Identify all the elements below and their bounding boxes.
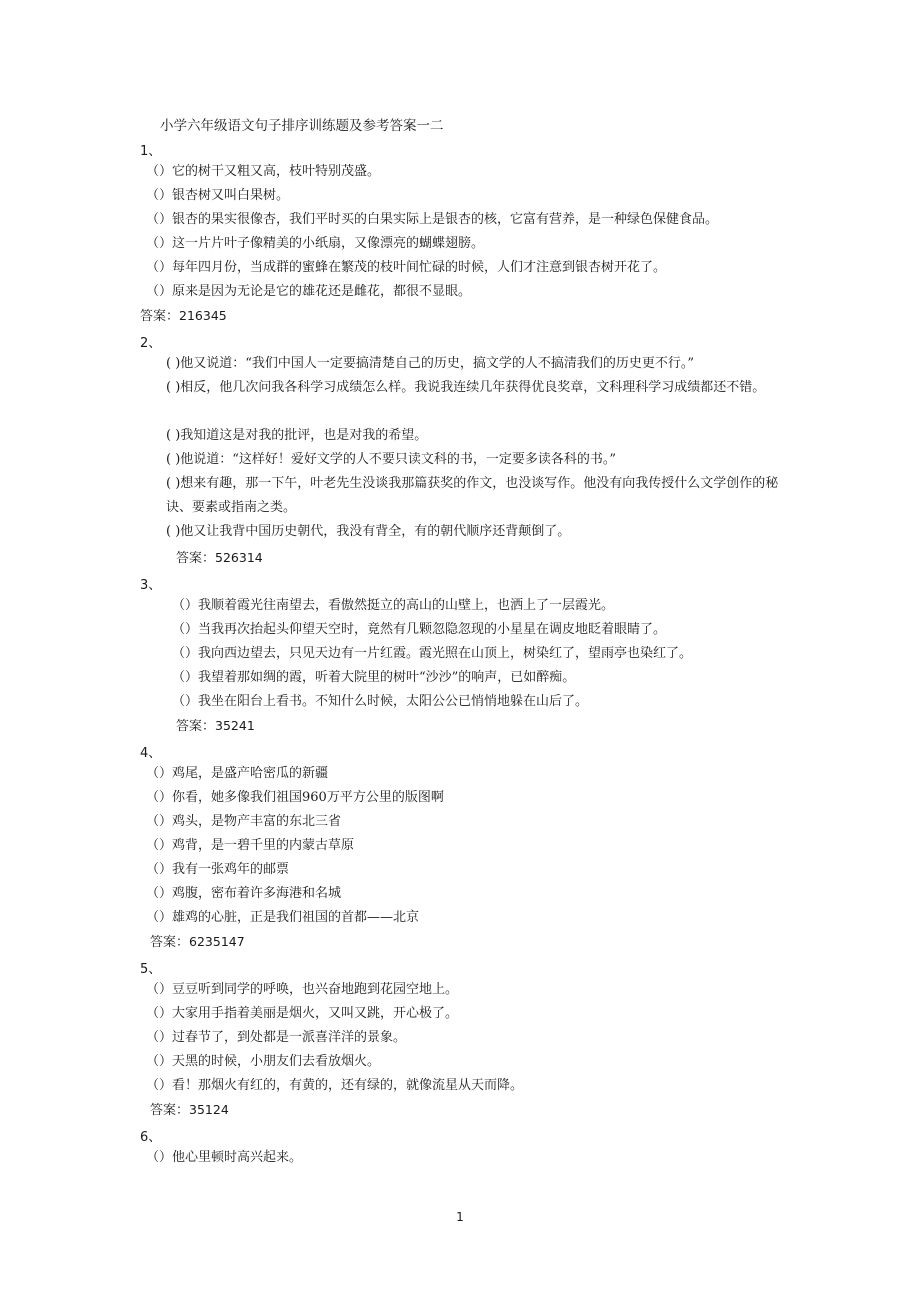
q5-item: （）豆豆听到同学的呼唤，也兴奋地跑到花园空地上。 [146,982,459,997]
question-3-number: 3、 [140,578,162,593]
question-1-number: 1、 [140,144,162,159]
q2-item: ( )相反，他几次问我各科学习成绩怎么样。我说我连续几年获得优良奖章，文科理科学习成绩都还不错。 [166,380,766,395]
q4-item: （）鸡背，是一碧千里的内蒙古草原 [146,838,355,853]
q5-item: （）过春节了，到处都是一派喜洋洋的景象。 [146,1030,407,1045]
q2-answer [176,546,263,571]
answer-value: 35241 [215,718,255,733]
q1-item: （）每年四月份，当成群的蜜蜂在繁茂的枝叶间忙碌的时候，人们才注意到银杏树开花了。 [146,260,667,275]
q4-item: （）我有一张鸡年的邮票 [146,862,290,877]
answer-value: 216345 [179,308,227,323]
q3-item: （）我顺着霞光往南望去，看傲然挺立的高山的山壁上，也洒上了一层霞光。 [172,598,615,613]
q3-item: （）当我再次抬起头仰望天空时，竟然有几颗忽隐忽现的小星星在调皮地眨着眼睛了。 [172,622,667,637]
q4-answer [150,930,245,955]
q6-item: （）他心里顿时高兴起来。 [146,1150,303,1165]
q5-item: （）看！那烟火有红的，有黄的，还有绿的，就像流星从天而降。 [146,1078,524,1093]
q2-item: ( )他又说道：“我们中国人一定要搞清楚自己的历史，搞文学的人不搞清我们的历史更不行。” [166,356,695,371]
q5-answer [150,1098,229,1123]
answer-value: 526314 [215,550,263,565]
answer-label: 答案： [150,935,190,950]
q4-item: （）鸡腹，密布着许多海港和名城 [146,886,342,901]
document-title: 小学六年级语文句子排序训练题及参考答案一二 [160,118,444,134]
q3-item: （）我向西边望去，只见天边有一片红霞。霞光照在山顶上，树染红了，望雨亭也染红了。 [172,646,693,661]
q3-answer [176,714,255,739]
q1-item: （）这一片片叶子像精美的小纸扇，又像漂亮的蝴蝶翅膀。 [146,236,485,251]
q4-item: （）你看，她多像我们祖国960万平方公里的版图啊 [146,790,444,805]
q1-answer [140,304,227,329]
question-2-number: 2、 [140,336,162,351]
q1-item: （）银杏的果实很像杏，我们平时买的白果实际上是银杏的核，它富有营养，是一种绿色保健食品。 [146,212,719,227]
answer-label: 答案： [176,551,216,566]
question-4-number: 4、 [140,746,162,761]
q2-item: ( )他说道：“这样好！爱好文学的人不要只读文科的书，一定要多读各科的书。” [166,452,617,467]
q3-item: （）我坐在阳台上看书。不知什么时候，太阳公公已悄悄地躲在山后了。 [172,694,589,709]
answer-label: 答案： [176,719,216,734]
q4-item: （）鸡头，是物产丰富的东北三省 [146,814,342,829]
q5-item: （）天黑的时候，小朋友们去看放烟火。 [146,1054,381,1069]
answer-value: 35124 [189,1102,229,1117]
q4-item: （）雄鸡的心脏，正是我们祖国的首都——北京 [146,910,420,925]
question-5-number: 5、 [140,962,162,977]
q5-item: （）大家用手指着美丽是烟火，又叫又跳，开心极了。 [146,1006,459,1021]
q2-item: ( )他又让我背中国历史朝代，我没有背全，有的朝代顺序还背颠倒了。 [166,524,571,539]
page-number: 1 [456,1210,464,1224]
q1-item: （）原来是因为无论是它的雄花还是雌花，都很不显眼。 [146,284,472,299]
question-6-number: 6、 [140,1130,162,1145]
q2-item: ( )想来有趣，那一下午，叶老先生没谈我那篇获奖的作文，也没谈写作。他没有向我传授什么文学创作的秘诀、要素或指南之类。 [166,476,779,515]
answer-value: 6235147 [189,934,245,949]
answer-label: 答案： [150,1103,190,1118]
answer-label: 答案： [140,309,180,324]
q1-item: （）它的树干又粗又高，枝叶特别茂盛。 [146,164,381,179]
q1-item: （）银杏树又叫白果树。 [146,188,290,203]
q2-item: ( )我知道这是对我的批评，也是对我的希望。 [166,428,428,443]
q3-item: （）我望着那如绸的霞，听着大院里的树叶“沙沙”的响声，已如醉痴。 [172,670,576,685]
q4-item: （）鸡尾，是盛产哈密瓜的新疆 [146,766,329,781]
